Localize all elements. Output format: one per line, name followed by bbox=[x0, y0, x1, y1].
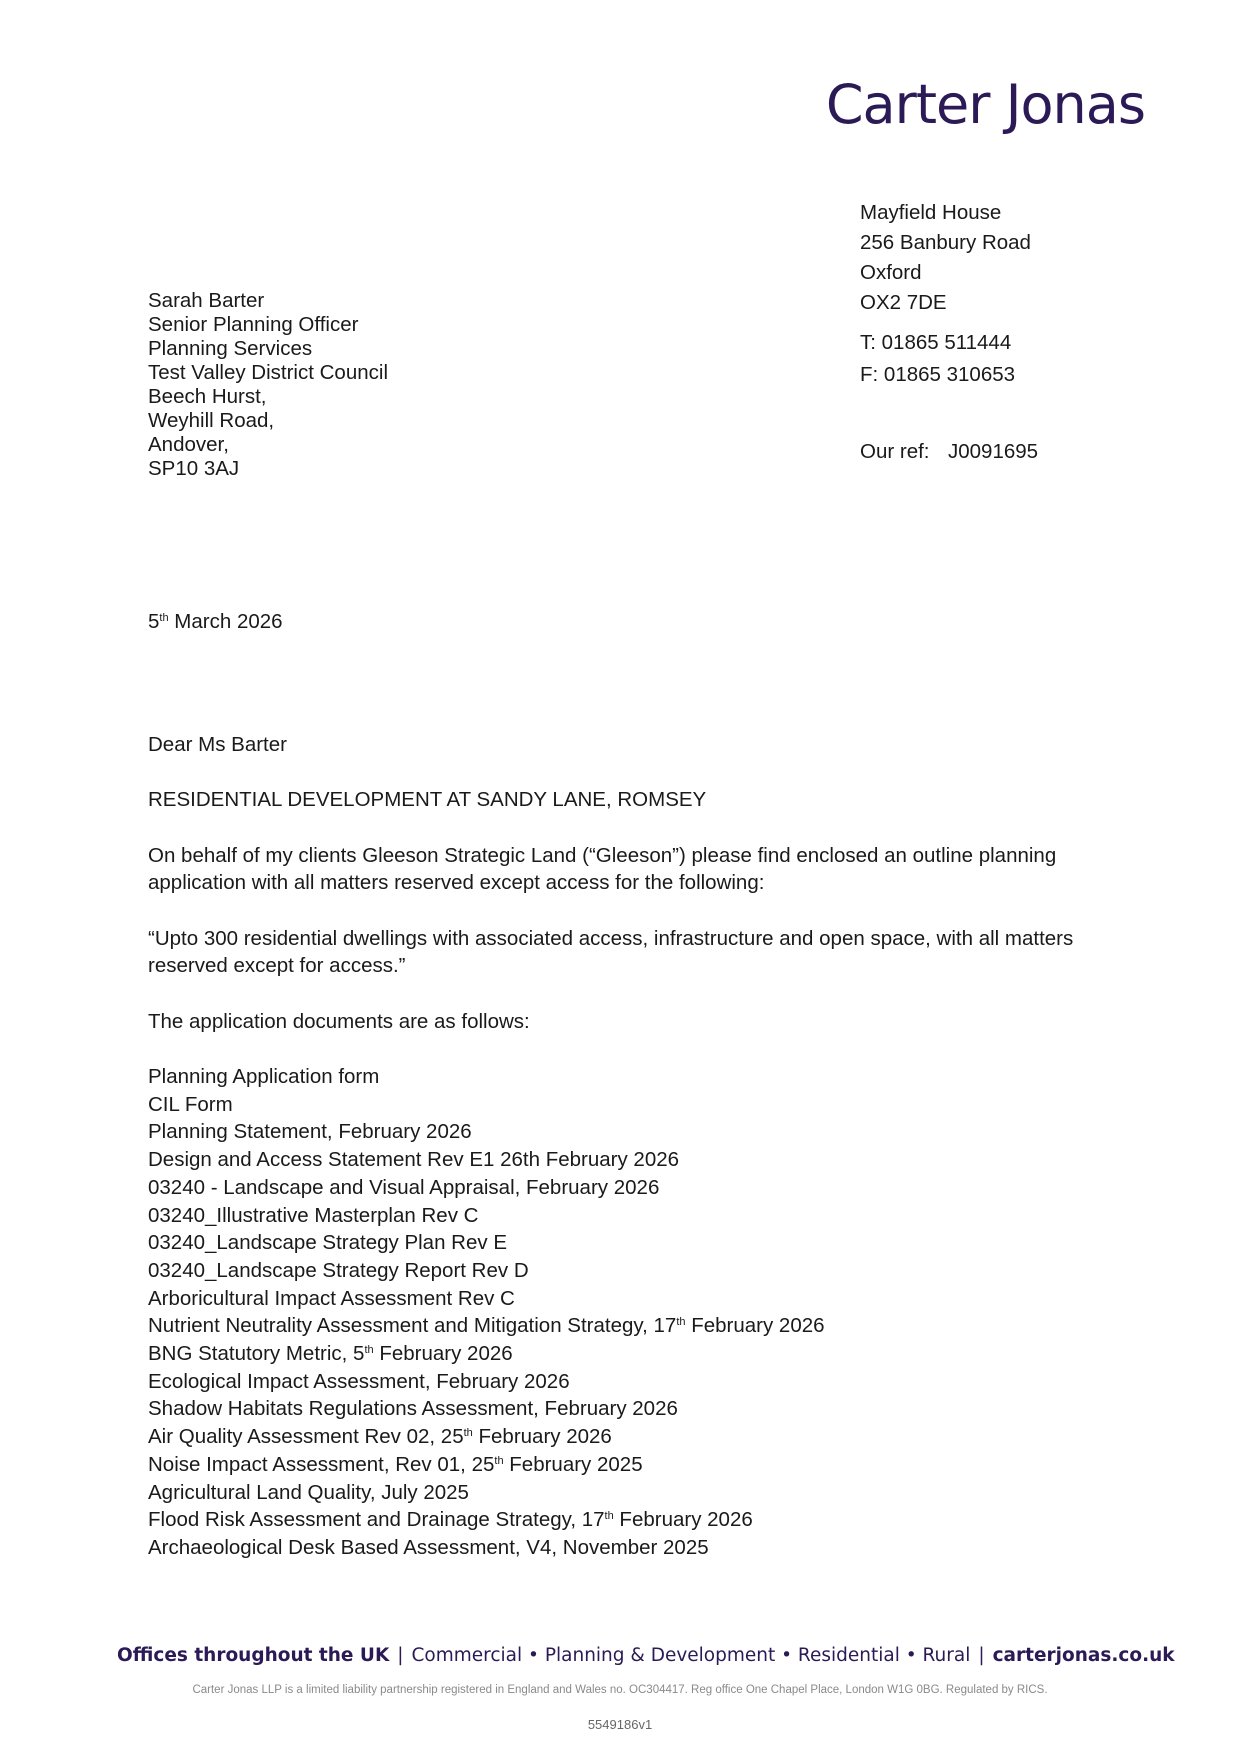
sender-address-line: OX2 7DE bbox=[860, 291, 947, 314]
sender-fax: F: 01865 310653 bbox=[860, 363, 1016, 386]
footer-website-link[interactable]: carterjonas.co.uk bbox=[992, 1645, 1175, 1666]
recipient-line: Test Valley District Council bbox=[148, 361, 388, 384]
footer-legal: Carter Jonas LLP is a limited liability partnership registered in England and Wales no. OC304417. Reg office One Chapel Place, London W1G 0BG. Regulated by RICS. bbox=[192, 1684, 1048, 1696]
document-list-item: Flood Risk Assessment and Drainage Strategy, 17th February 2026 bbox=[148, 1508, 753, 1532]
subject-line: RESIDENTIAL DEVELOPMENT AT SANDY LANE, ROMSEY bbox=[148, 788, 707, 811]
document-list-item: Design and Access Statement Rev E1 26th February 2026 bbox=[148, 1148, 680, 1172]
reference-label: Our ref: bbox=[860, 440, 930, 463]
letter-date: 5th March 2026 bbox=[148, 610, 283, 633]
recipient-line: Andover, bbox=[148, 433, 229, 456]
recipient-address bbox=[148, 289, 388, 481]
document-id: 5549186v1 bbox=[587, 1717, 653, 1732]
sender-telephone: T: 01865 511444 bbox=[860, 331, 1012, 354]
document-list-item: Planning Application form bbox=[148, 1065, 380, 1088]
sender-address-line: Mayfield House bbox=[860, 201, 1002, 224]
document-list-item: BNG Statutory Metric, 5th February 2026 bbox=[148, 1342, 513, 1366]
footer-tagline: Offices throughout the UK | Commercial • Planning & Development • Residential • Rural | carterjonas.co.uk bbox=[117, 1645, 1175, 1666]
body-paragraph-intro: On behalf of my clients Gleeson Strategic Land (“Gleeson”) please find enclosed an outline planning application with all matters reserved except access for the following: bbox=[148, 844, 1057, 894]
body-paragraph-documents-intro: The application documents are as follows: bbox=[148, 1010, 530, 1033]
sender-contact bbox=[860, 327, 1015, 391]
document-list-item: Nutrient Neutrality Assessment and Mitigation Strategy, 17th February 2026 bbox=[148, 1314, 825, 1338]
document-list-item: Agricultural Land Quality, July 2025 bbox=[148, 1480, 469, 1504]
document-list-item: Planning Statement, February 2026 bbox=[148, 1120, 472, 1144]
document-list-item: 03240_Illustrative Masterplan Rev C bbox=[148, 1203, 479, 1227]
sender-address bbox=[860, 198, 1031, 318]
sender-address-line: Oxford bbox=[860, 261, 922, 284]
recipient-line: Weyhill Road, bbox=[148, 409, 275, 432]
document-list-item: Archaeological Desk Based Assessment, V4, November 2025 bbox=[148, 1535, 709, 1559]
salutation: Dear Ms Barter bbox=[148, 733, 287, 756]
reference-value: J0091695 bbox=[948, 440, 1039, 463]
document-list bbox=[148, 1063, 825, 1562]
document-list-item: 03240 - Landscape and Visual Appraisal, February 2026 bbox=[148, 1175, 660, 1199]
body-paragraph-description: “Upto 300 residential dwellings with associated access, infrastructure and open space, with all matters reserved except for access.” bbox=[148, 927, 1074, 977]
recipient-line: Senior Planning Officer bbox=[148, 313, 359, 336]
footer-offices: Offices throughout the UK bbox=[117, 1645, 390, 1666]
document-list-item: Shadow Habitats Regulations Assessment, February 2026 bbox=[148, 1397, 678, 1421]
sender-address-line: 256 Banbury Road bbox=[860, 231, 1031, 254]
document-list-item: 03240_Landscape Strategy Plan Rev E bbox=[148, 1231, 508, 1255]
footer-services: Commercial • Planning & Development • Residential • Rural bbox=[411, 1645, 971, 1666]
document-list-item: Ecological Impact Assessment, February 2026 bbox=[148, 1369, 570, 1393]
document-list-item: Air Quality Assessment Rev 02, 25th February 2026 bbox=[148, 1425, 612, 1449]
document-list-item: Noise Impact Assessment, Rev 01, 25th February 2025 bbox=[148, 1452, 643, 1476]
document-list-item: 03240_Landscape Strategy Report Rev D bbox=[148, 1258, 529, 1282]
recipient-line: Beech Hurst, bbox=[148, 385, 267, 408]
document-list-item: Arboricultural Impact Assessment Rev C bbox=[148, 1286, 515, 1310]
document-list-item: CIL Form bbox=[148, 1092, 233, 1116]
our-reference bbox=[860, 440, 1038, 464]
carter-jonas-logo: Carter Jonas bbox=[825, 73, 1145, 136]
recipient-line: Sarah Barter bbox=[148, 289, 265, 312]
recipient-line: SP10 3AJ bbox=[148, 457, 240, 480]
recipient-line: Planning Services bbox=[148, 337, 313, 360]
